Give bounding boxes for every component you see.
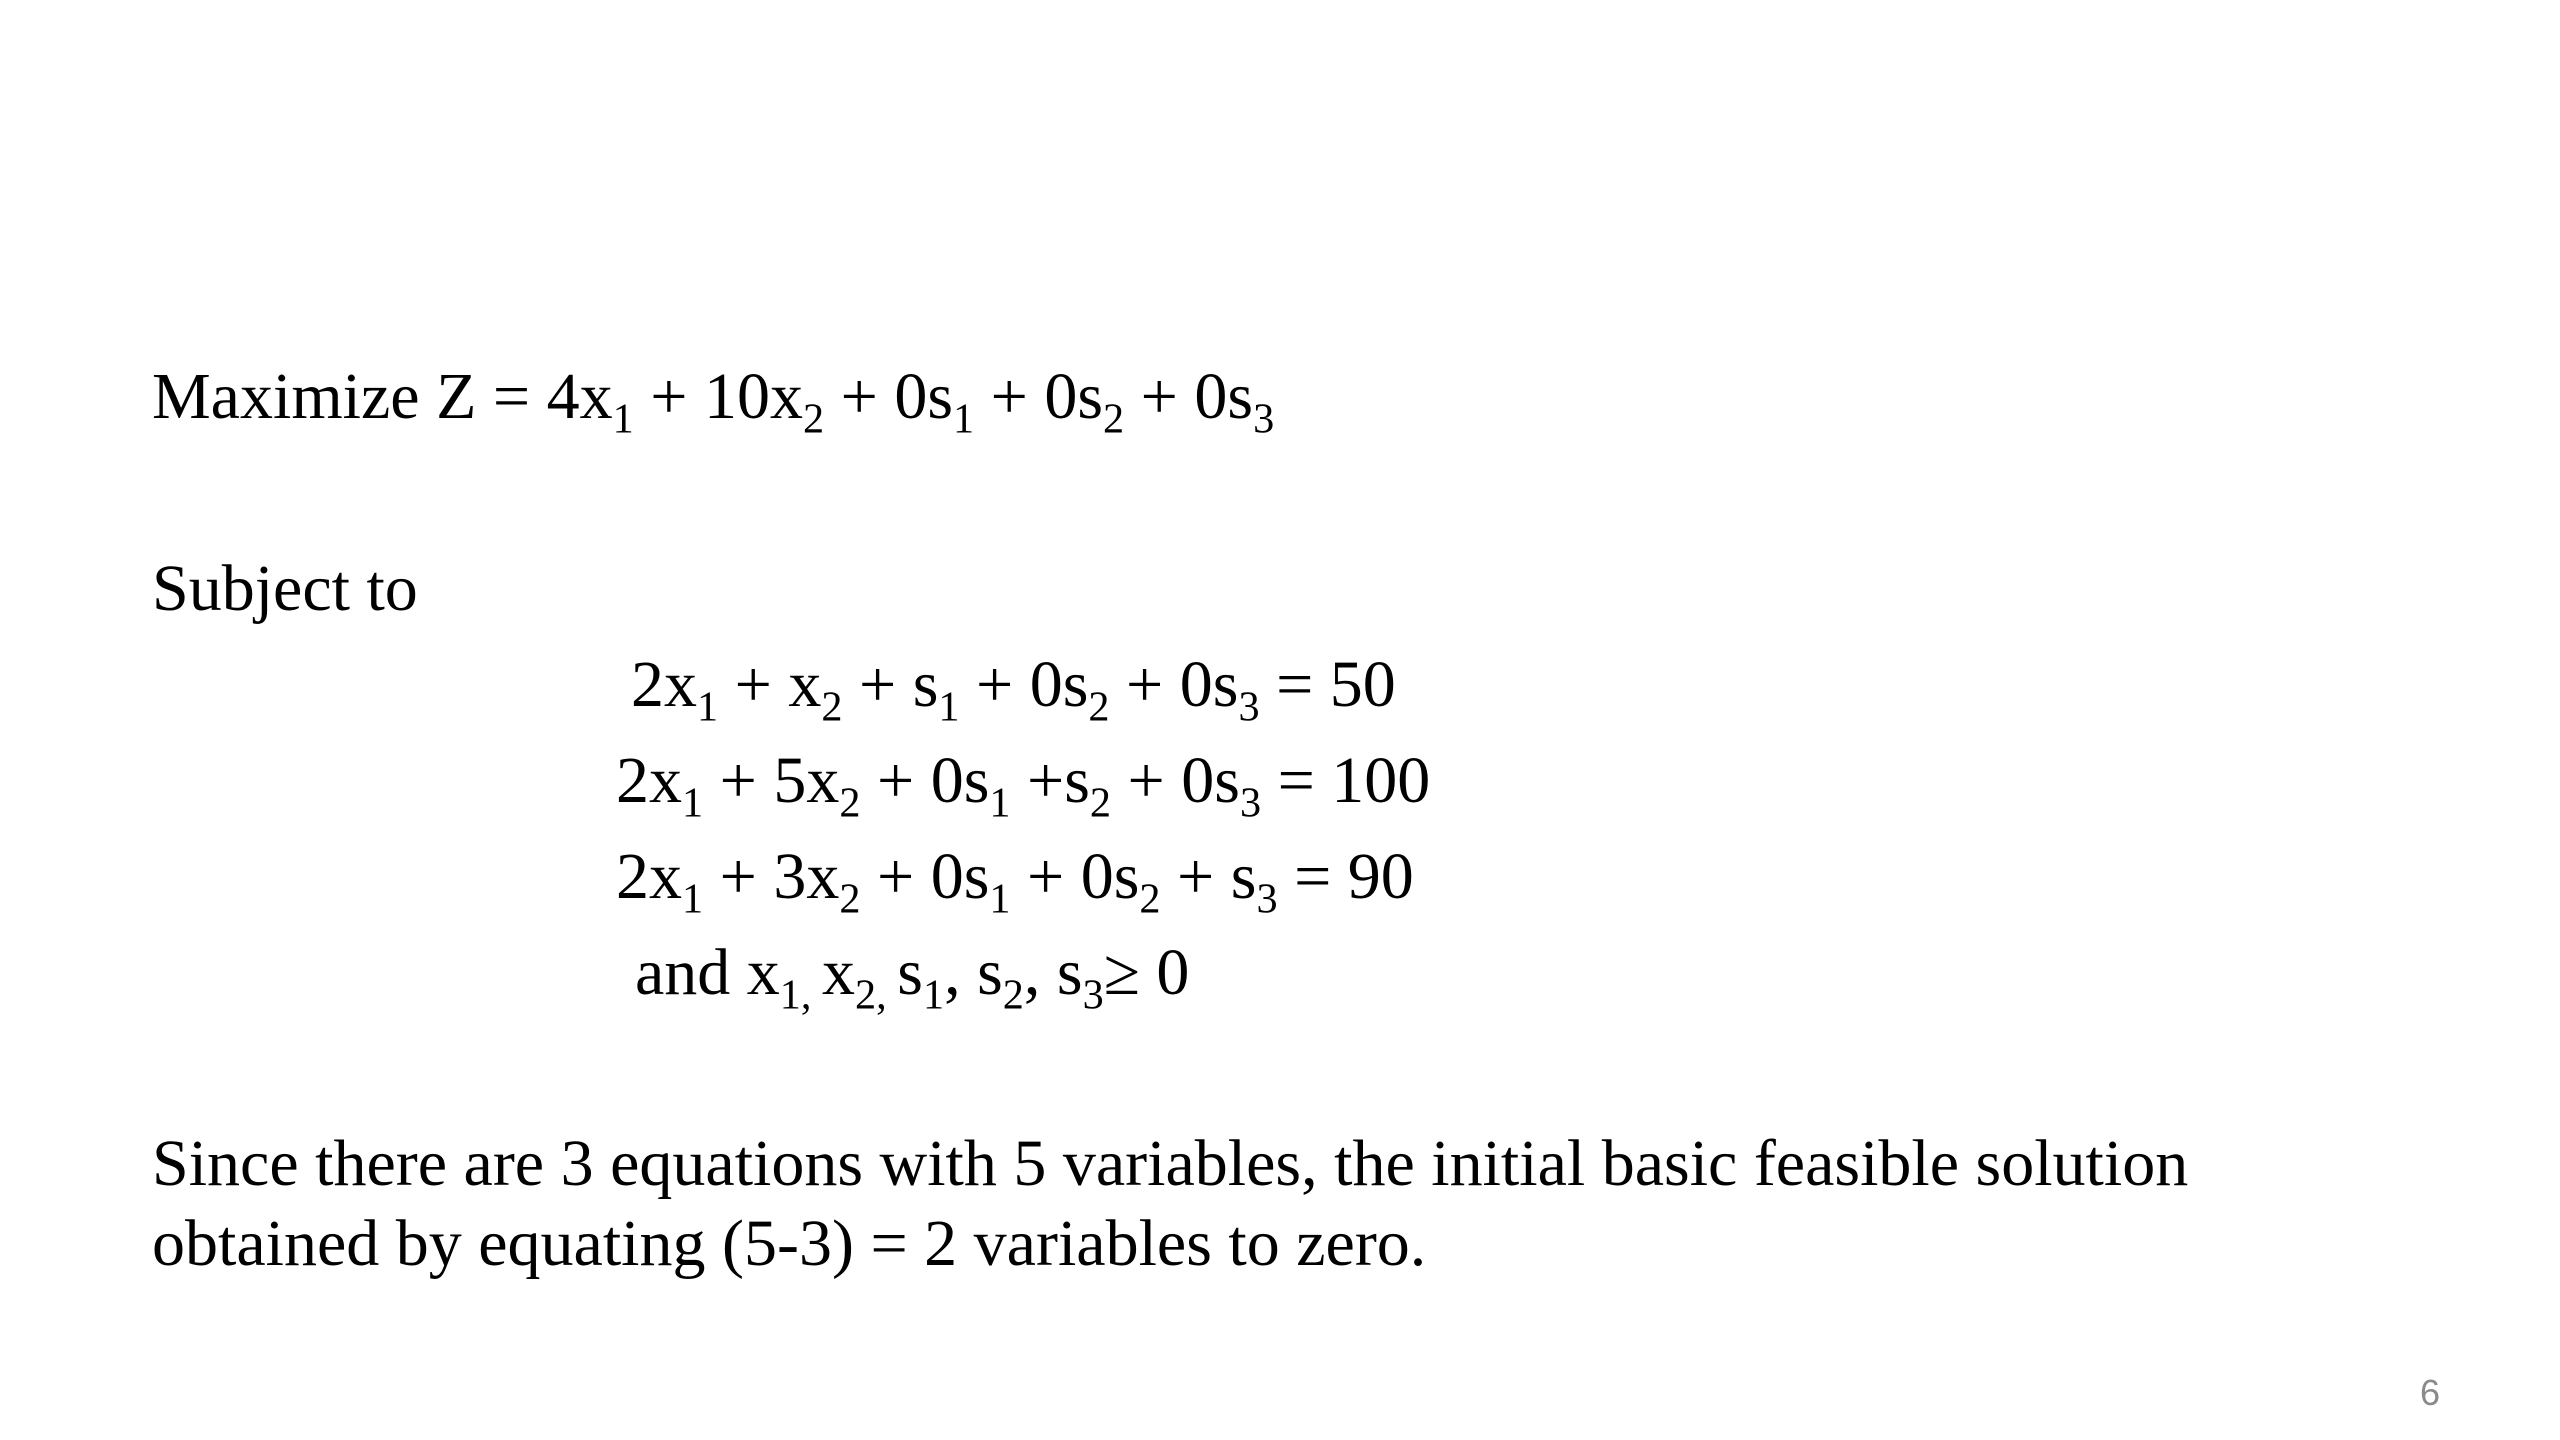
constraint-term: + 0s (1010, 840, 1140, 913)
objective-term: + 0s (974, 360, 1104, 433)
subscript: 1 (697, 683, 719, 731)
constraint-term: + 0s (1109, 648, 1239, 721)
constraint-rhs: = 50 (1259, 648, 1396, 721)
subject-to-label: Subject to (152, 552, 418, 625)
subscript: 1 (989, 875, 1011, 923)
objective-term: + 10x (633, 360, 803, 433)
objective-term: + 0s (824, 360, 954, 433)
subscript: 3 (1239, 779, 1262, 827)
constraint-term: + 3x (703, 840, 840, 913)
constraint-term: and x (635, 936, 780, 1009)
constraint-term: s (897, 936, 923, 1009)
constraint-term: 2x (616, 840, 682, 913)
constraint-term: + 0s (1111, 744, 1240, 817)
subscript: 2 (1139, 875, 1161, 923)
constraint-term: + s (842, 648, 939, 721)
objective-term: + 0s (1124, 360, 1254, 433)
explanation-paragraph (152, 1124, 2452, 1284)
nonnegativity-constraint (635, 936, 1190, 1019)
constraint-term: + 0s (860, 840, 990, 913)
constraint-term: 2x (616, 744, 682, 817)
constraint-rhs: = 90 (1277, 840, 1414, 913)
subscript: 1 (938, 683, 960, 731)
subscript: 2 (1089, 779, 1112, 827)
subscript: 1 (989, 779, 1011, 827)
constraint-term: + s (1160, 840, 1257, 913)
constraint-term: +s (1010, 744, 1090, 817)
subscript: 2 (1002, 971, 1024, 1019)
paragraph-line: Since there are 3 equations with 5 variables, the initial basic feasible solution (152, 1127, 2189, 1200)
subscript: 1 (612, 395, 634, 443)
constraint-term: + 0s (959, 648, 1089, 721)
subscript: 3 (1082, 971, 1104, 1019)
constraint-term: , s (1023, 936, 1083, 1009)
subscript: 1 (682, 779, 704, 827)
constraint-rhs: ≥ 0 (1103, 936, 1190, 1009)
subscript: 2 (802, 395, 825, 443)
subscript: 3 (1256, 875, 1278, 923)
subscript: 1 (682, 875, 704, 923)
subscript: 2, (855, 971, 898, 1019)
objective-function (152, 360, 1275, 443)
objective-term: Maximize Z = 4x (152, 360, 613, 433)
subscript: 2 (1088, 683, 1110, 731)
subscript: 2 (839, 779, 861, 827)
constraint-1 (631, 648, 1396, 731)
constraint-term: + x (718, 648, 822, 721)
subscript: 2 (1103, 395, 1125, 443)
page-number: 6 (2419, 1372, 2440, 1413)
constraint-term: x (822, 936, 856, 1009)
constraint-2 (616, 744, 1431, 827)
subscript: 2 (821, 683, 843, 731)
subscript: 1, (779, 971, 823, 1019)
constraint-term: , s (944, 936, 1003, 1009)
subscript: 1 (953, 395, 975, 443)
constraint-3 (616, 840, 1414, 923)
constraint-rhs: = 100 (1261, 744, 1431, 817)
constraint-term: + 0s (860, 744, 990, 817)
paragraph-line: obtained by equating (5-3) = 2 variables to zero. (152, 1207, 1427, 1280)
subscript: 2 (839, 875, 861, 923)
subscript: 3 (1253, 395, 1275, 443)
constraint-term: 2x (631, 648, 697, 721)
constraint-term: + 5x (703, 744, 840, 817)
subscript: 3 (1238, 683, 1260, 731)
subscript: 1 (922, 971, 945, 1019)
